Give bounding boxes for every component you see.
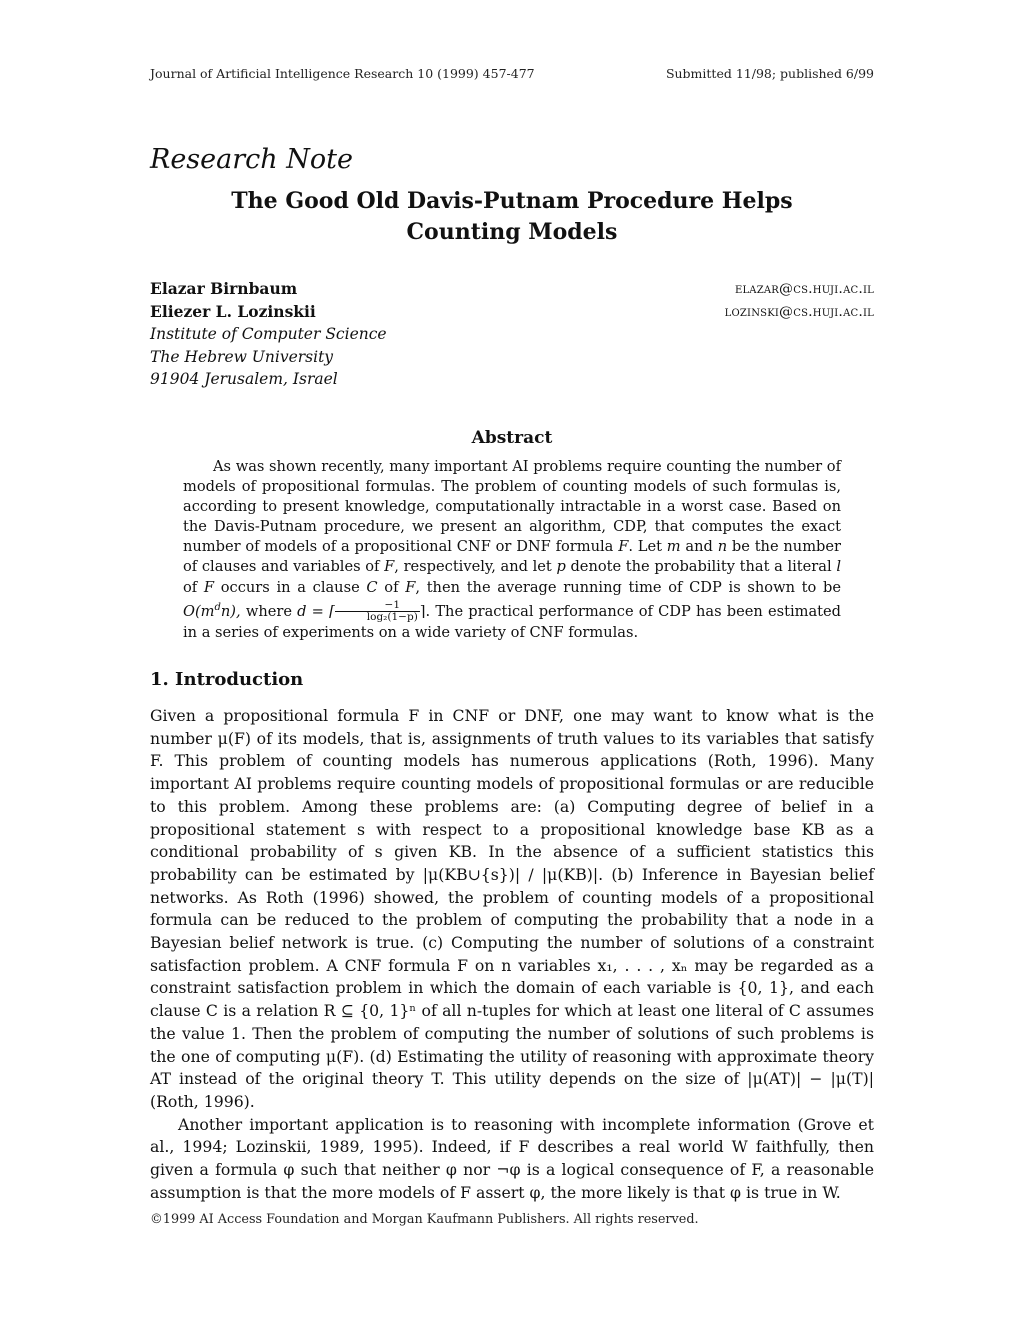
body-paragraph: Given a propositional formula F in CNF or DNF, one may want to know what is the number μ(F) of its models, that is, assignments of truth values to its variables that satisfy F. This problem of counting models has numerous applications (Roth, 1996). Many important AI problems require counting models of propositional formulas or are reducible to this problem. Among these problems are: (a) Computing degree of belief in a propositional statement s with respect to a propositional knowledge base KB as a conditional probability of s given KB. In the absence of a sufficient statistics this probability can be estimated by |μ(KB∪{s})| / |μ(KB)|. (b) Inference in Bayesian belief networks. As Roth (1996) showed, the problem of counting models of a propositional formula can be reduced to the problem of computing the probability that a node in a Bayesian belief network is true. (c) Computing the number of solutions of a constraint satisfaction problem. A CNF formula F on n variables x₁, . . . , xₙ may be regarded as a constraint satisfaction problem in which the domain of each variable is {0, 1}, and each clause C is a relation R ⊆ {0, 1}ⁿ of all n-tuples for which at least one literal of C assumes the value 1. Then the problem of computing the number of solutions of such problems is the one of computing μ(F). (d) Estimating the utility of reasoning with approximate theory AT instead of the original theory T. This utility depends on the size of |μ(AT)| − |μ(T)| (Roth, 1996). — [150, 706, 874, 1111]
math-var: C — [366, 578, 378, 596]
journal-citation: Journal of Artificial Intelligence Research 10 (1999) 457-477 — [150, 66, 535, 81]
title-line-2: Counting Models — [406, 219, 618, 245]
abstract-segment: As was shown recently, many important AI problems require counting the number of models of propositional formulas. The problem of counting models of such formulas is, according to present knowledge, computationally intractable in a worst case. Based on the Davis-Putnam procedure, we present an algorithm, CDP, that computes the exact number of models of a propositional CNF or DNF formula — [183, 458, 841, 556]
author-row — [150, 278, 874, 301]
author-block — [150, 278, 874, 391]
abstract-segment: denote the probability that a literal — [565, 558, 837, 576]
abstract-heading: Abstract — [471, 428, 553, 448]
math-var: F — [618, 538, 629, 556]
ceiling-close: ⌉ — [419, 602, 426, 620]
abstract-segment: , respectively, and let — [394, 558, 557, 576]
math-var: n — [717, 538, 728, 556]
affiliation-line: 91904 Jerusalem, Israel — [150, 370, 338, 388]
math-var: l — [836, 558, 841, 576]
abstract-text — [183, 457, 841, 643]
fraction-denominator: log₂(1−p) — [366, 611, 418, 624]
author-email: lozinski@cs.huji.ac.il — [724, 303, 874, 320]
abstract-segment: . The practical performance of CDP has been estimated in a series of experiments on a wide variety of CNF formulas. — [183, 602, 842, 642]
complexity-exponent: d — [214, 601, 221, 613]
math-var: p — [556, 558, 566, 576]
abstract-segment: . Let — [628, 538, 667, 556]
author-name: Eliezer L. Lozinskii — [150, 301, 316, 321]
abstract-segment: occurs in a clause — [214, 578, 367, 596]
section-heading: 1. Introduction — [150, 669, 304, 690]
abstract-segment: and — [680, 538, 718, 556]
abstract-segment: of — [183, 578, 204, 596]
fraction — [335, 600, 420, 623]
math-var: F — [405, 578, 416, 596]
submission-dates: Submitted 11/98; published 6/99 — [665, 66, 874, 81]
introduction-body — [150, 705, 874, 1204]
note-label: Research Note — [150, 144, 353, 175]
math-var: F — [384, 558, 395, 576]
math-var: m — [666, 538, 681, 556]
title-line-1: The Good Old Davis-Putnam Procedure Helps — [231, 188, 793, 214]
author-email: elazar@cs.huji.ac.il — [734, 281, 874, 297]
author-name: Elazar Birnbaum — [150, 279, 298, 298]
body-paragraph: Another important application is to reasoning with incomplete information (Grove et al., 1994; Lozinskii, 1989, 1995). Indeed, if F describes a real world W faithfully, then given a formula φ such that neither φ nor ¬φ is a logical consequence of F, a reasonable assumption is that the more models of F assert φ, the more likely is that φ is true in W. — [150, 1114, 874, 1202]
abstract-segment: , then the average running time of CDP is shown to be — [415, 578, 842, 596]
abstract-segment: where — [240, 602, 298, 620]
d-equation: d = ⌈ — [297, 602, 335, 620]
fraction-numerator: −1 — [335, 600, 420, 612]
paper-title — [150, 186, 874, 248]
abstract-segment: be the number of clauses and variables of — [183, 538, 841, 576]
author-row — [150, 301, 874, 324]
math-var: F — [203, 578, 215, 596]
copyright-footer: ©1999 AI Access Foundation and Morgan Kaufmann Publishers. All rights reserved. — [150, 1212, 699, 1227]
abstract-segment: of — [377, 578, 406, 596]
complexity-expression-end: n), — [220, 602, 241, 620]
affiliation-line: Institute of Computer Science — [150, 325, 387, 343]
affiliation-line: The Hebrew University — [150, 347, 334, 366]
running-header — [150, 66, 874, 81]
complexity-expression: O(m — [183, 602, 215, 620]
